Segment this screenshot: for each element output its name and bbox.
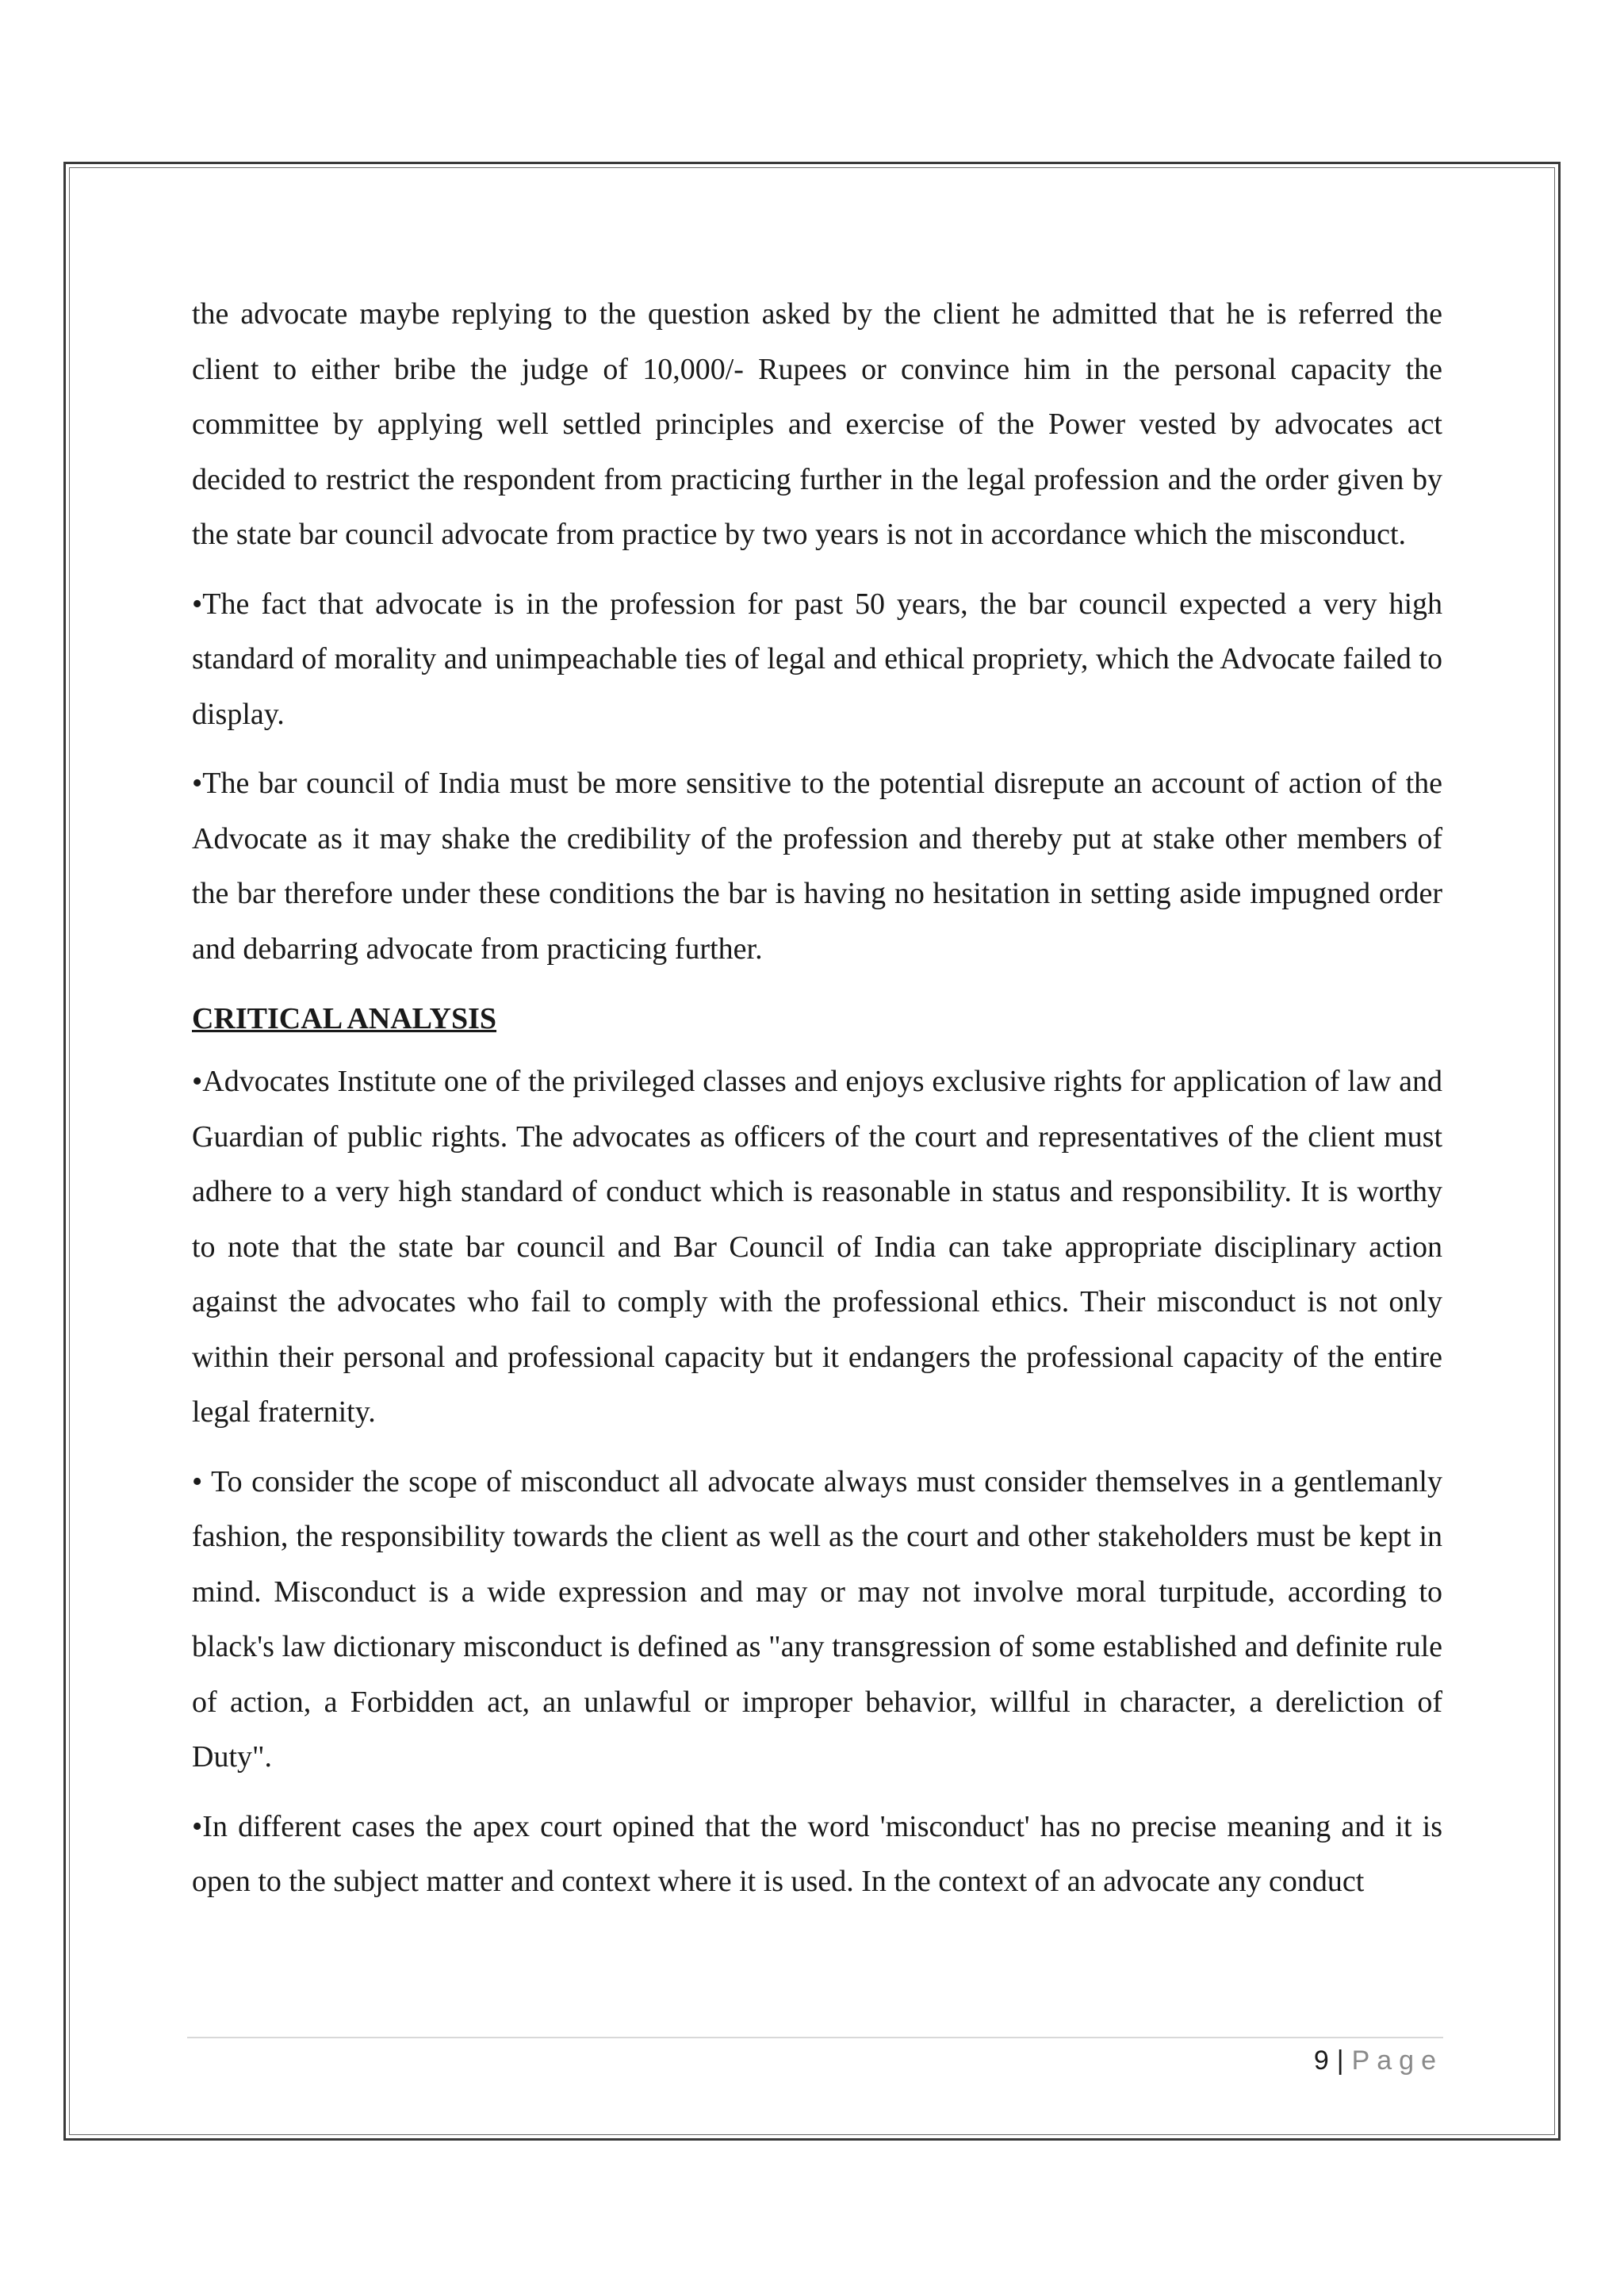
body-paragraph: •The bar council of India must be more sensitive to the potential disrepute an account of action of the Advocate as it may shake the credibility of the profession and thereby put at stake other members of the bar therefore under these conditions the bar is having no hesitation in setting aside impugned order and debarring advocate from practicing further. <box>192 767 1442 966</box>
page-number: 9 <box>1313 2045 1329 2076</box>
footer-separator: | <box>1336 2045 1344 2076</box>
body-paragraph: •The fact that advocate is in the profession for past 50 years, the bar council expected a very high standard of morality and unimpeachable ties of legal and ethical propriety, which the Advocate failed to display. <box>192 587 1442 731</box>
body-paragraph: • To consider the scope of misconduct all advocate always must consider themselves in a gentlemanly fashion, the responsibility towards the client as well as the court and other stakeholders must be kept in mind. Misconduct is a wide expression and may or may not involve moral turpitude, according to black's law dictionary misconduct is defined as "any transgression of some established and definite rule of action, a Forbidden act, an unlawful or improper behavior, willful in character, a dereliction of Duty". <box>192 1464 1442 1774</box>
body-paragraph: •In different cases the apex court opined that the word 'misconduct' has no precise meaning and it is open to the subject matter and context where it is used. In the context of an advocate any conduct <box>192 1809 1442 1898</box>
document-body <box>192 287 1442 1924</box>
page-label: Page <box>1351 2045 1443 2076</box>
body-paragraph: the advocate maybe replying to the question asked by the client he admitted that he is referred the client to either bribe the judge of 10,000/- Rupees or convince him in the personal capacity the committee by applying well settled principles and exercise of the Power vested by advocates act decided to restrict the respondent from practicing further in the legal profession and the order given by the state bar council advocate from practice by two years is not in accordance which the misconduct. <box>192 297 1442 551</box>
body-paragraph: •Advocates Institute one of the privileged classes and enjoys exclusive rights for application of law and Guardian of public rights. The advocates as officers of the court and representatives of the client must adhere to a very high standard of conduct which is reasonable in status and responsibility. It is worthy to note that the state bar council and Bar Council of India can take appropriate disciplinary action against the advocates who fail to comply with the professional ethics. Their misconduct is not only within their personal and professional capacity but it endangers the professional capacity of the entire legal fraternity. <box>192 1065 1442 1429</box>
page-footer <box>1314 2045 1443 2076</box>
footer-divider <box>187 2037 1443 2038</box>
section-heading: CRITICAL ANALYSIS <box>192 1002 497 1035</box>
